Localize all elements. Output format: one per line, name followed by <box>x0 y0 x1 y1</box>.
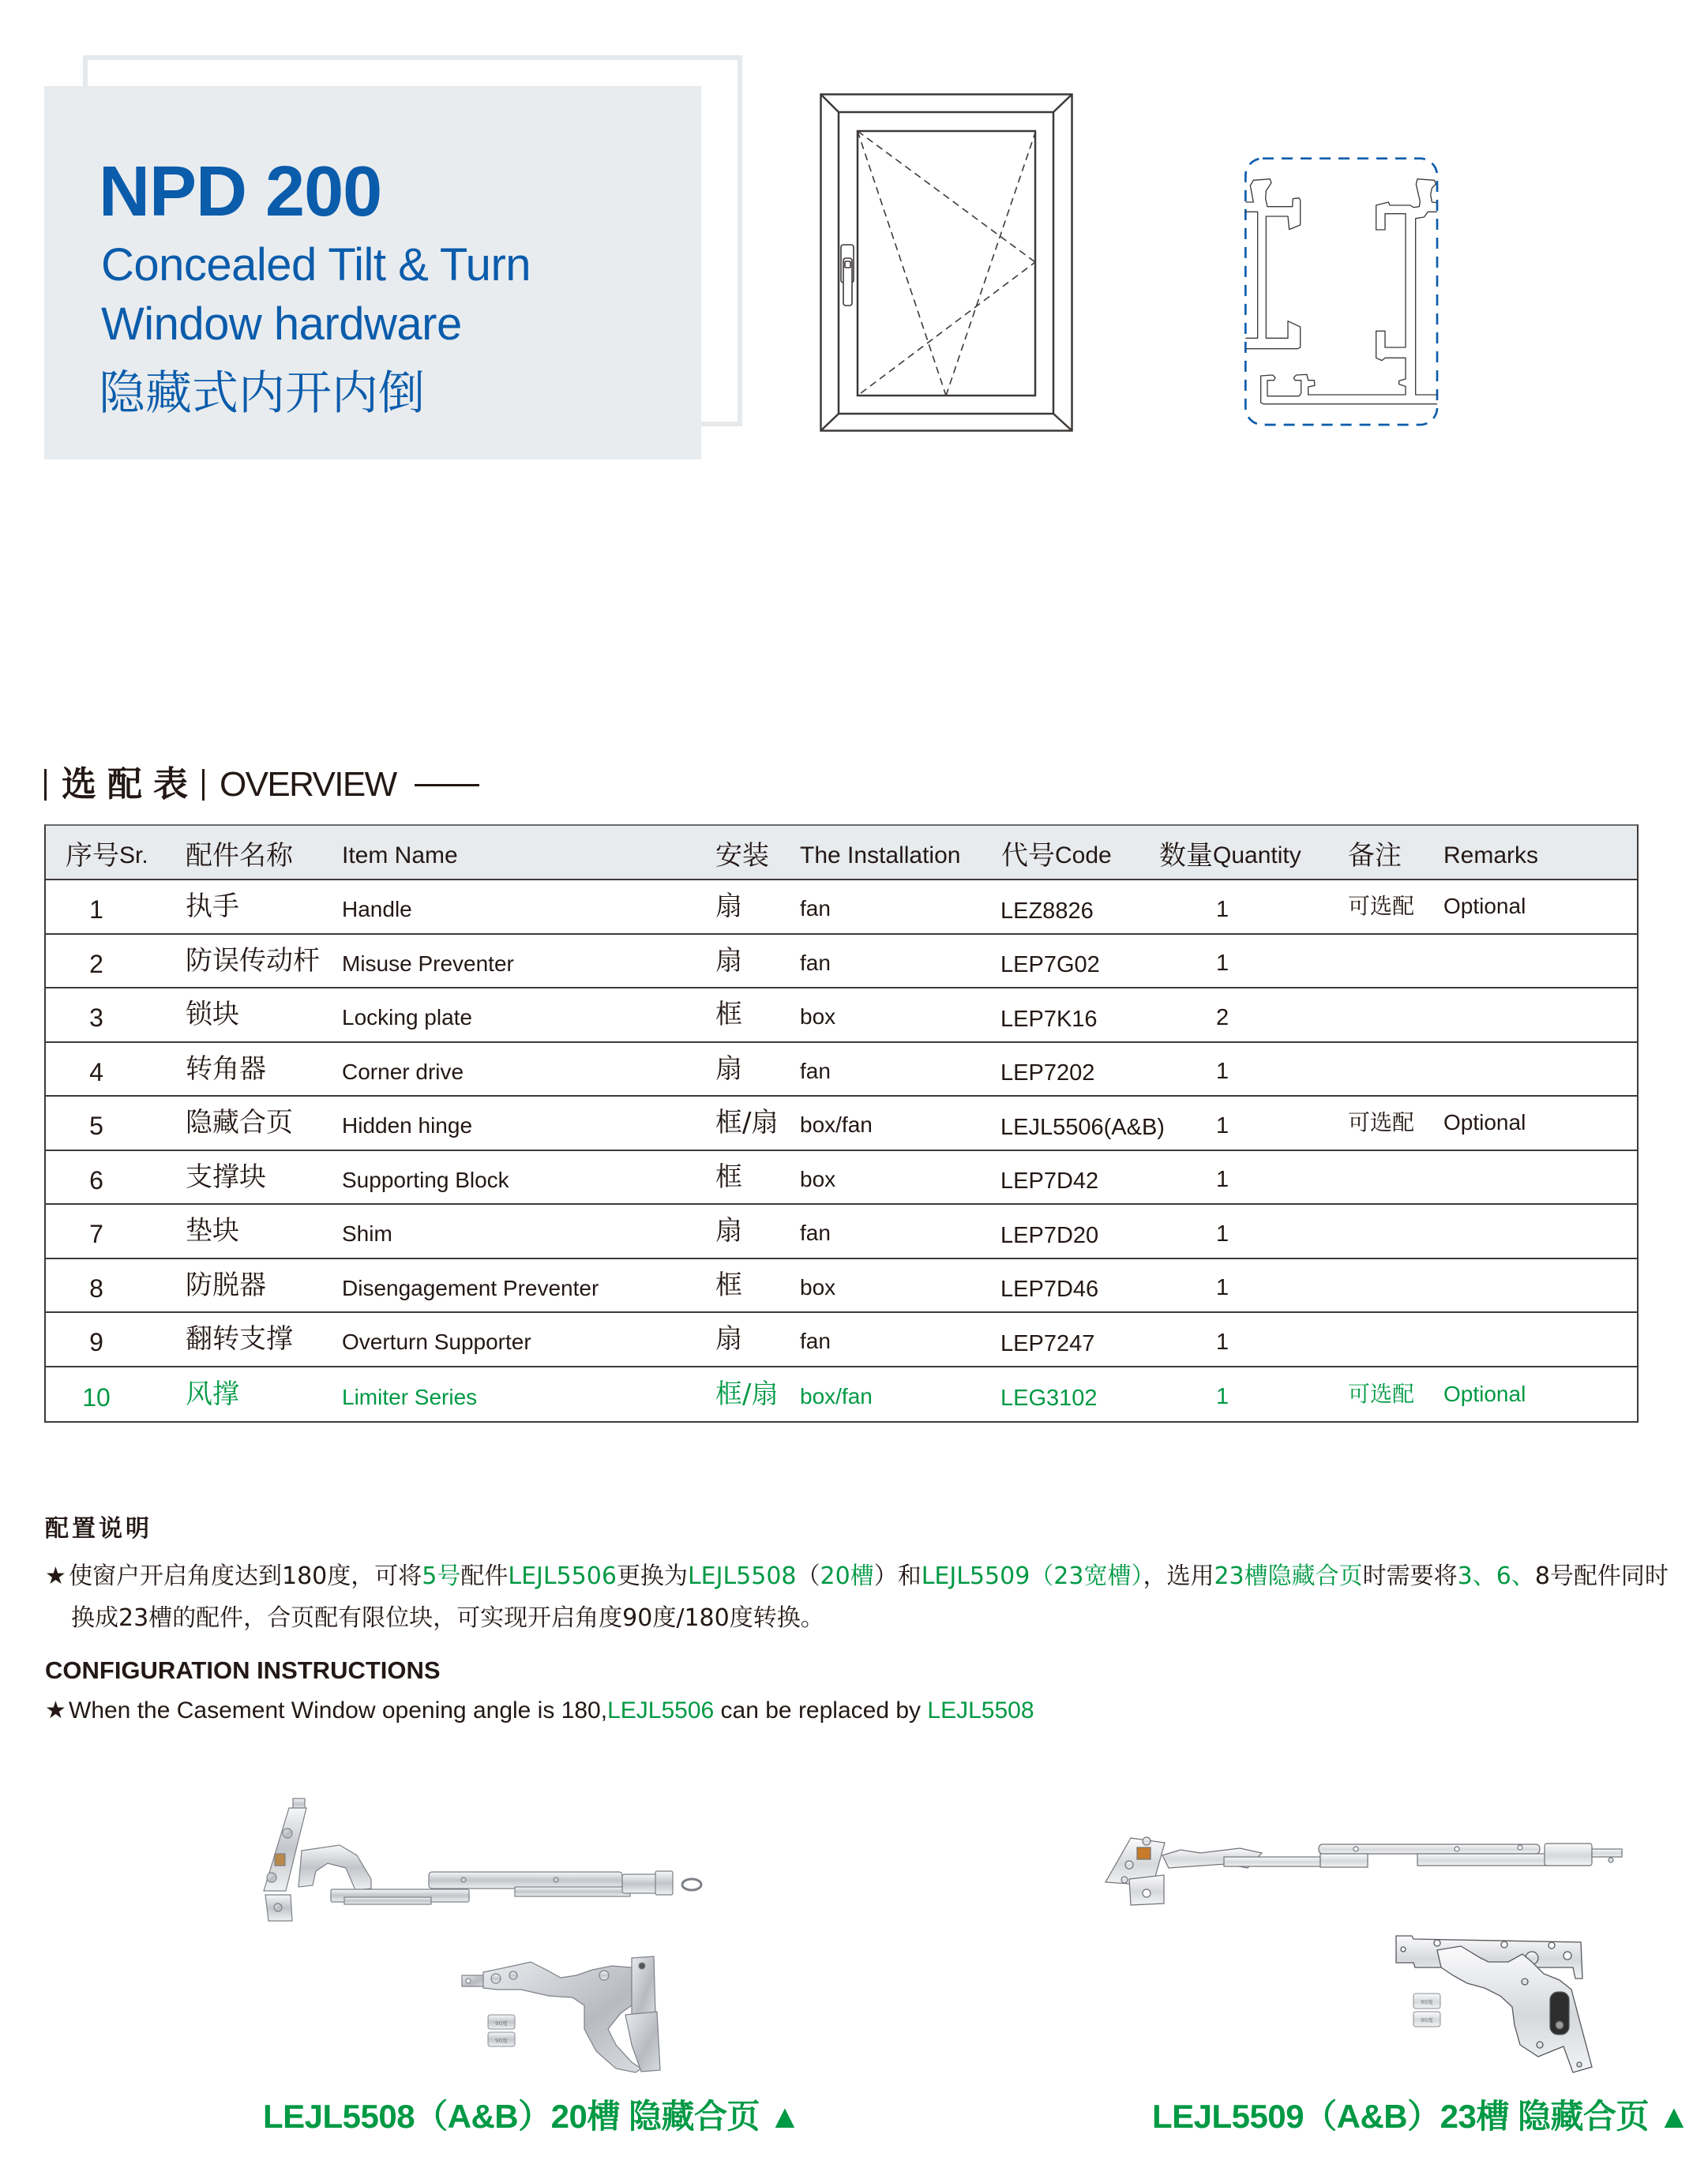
table-row <box>46 988 1637 1043</box>
item-name-cn: 锁块 <box>186 999 239 1031</box>
installation-en: fan <box>800 1221 831 1246</box>
remark-en: Optional <box>1443 894 1526 919</box>
highlighted-text: LEJL5508 <box>687 1562 797 1590</box>
item-code: LEP7D20 <box>1000 1222 1099 1248</box>
serial-number: 10 <box>82 1382 111 1412</box>
item-name-en: Overturn Supporter <box>342 1330 531 1355</box>
remark-cn: 可选配 <box>1348 1380 1415 1407</box>
overview-title-cn: 选配表 <box>62 764 199 805</box>
config-notes-title-en: CONFIGURATION INSTRUCTIONS <box>45 1656 441 1684</box>
installation-cn: 框 <box>715 1161 742 1193</box>
col-header-remarks-cn-text: 备注 <box>1348 839 1402 872</box>
limit-block-image <box>488 2015 515 2046</box>
product-model: NPD 200 <box>99 152 382 231</box>
installation-cn: 框/扇 <box>715 1107 779 1139</box>
note-text: ，选用 <box>1143 1562 1214 1590</box>
serial-number: 8 <box>89 1273 103 1303</box>
serial-number: 4 <box>89 1057 103 1086</box>
serial-number: 3 <box>89 1003 103 1033</box>
heading-divider-bar <box>202 769 205 801</box>
installation-en: fan <box>800 950 831 975</box>
table-row <box>46 880 1637 935</box>
opening-direction-lines <box>858 131 1035 396</box>
installation-en: box <box>800 1274 836 1300</box>
note-text: 时需要将 <box>1362 1562 1458 1590</box>
item-name-en: Supporting Block <box>342 1167 509 1192</box>
installation-cn: 扇 <box>715 944 742 977</box>
item-quantity: 1 <box>1216 1167 1229 1193</box>
config-note-cn-line1-text <box>69 1562 1669 1590</box>
frame-miter <box>1053 414 1072 431</box>
product-title-en-line2: Window hardware <box>101 298 462 350</box>
config-note-cn-line1 <box>45 1562 1669 1590</box>
table-row <box>46 935 1637 989</box>
installation-cn: 扇 <box>715 1215 742 1247</box>
item-name-cn: 转角器 <box>186 1052 266 1085</box>
heading-divider-bar <box>44 769 47 801</box>
item-name-cn: 防误传动杆 <box>186 944 320 977</box>
frame-miter <box>821 414 839 431</box>
window-elevation-diagram <box>820 93 1074 433</box>
highlighted-text: 20槽 <box>820 1562 874 1590</box>
limit-block-label: 90度 <box>1421 1999 1433 2005</box>
star-bullet-icon: ★ <box>45 1697 66 1724</box>
installation-en: box <box>800 1166 836 1191</box>
limit-block-label: 90度 <box>1421 2017 1433 2024</box>
note-text: 8号配件同时 <box>1534 1562 1669 1590</box>
item-quantity: 1 <box>1216 1059 1229 1085</box>
installation-cn: 框/扇 <box>715 1378 779 1410</box>
highlighted-text: 23槽隐藏合页 <box>1214 1562 1363 1590</box>
highlighted-text: LEJL5509（23宽槽） <box>921 1562 1143 1590</box>
col-header-install-en <box>800 826 960 879</box>
item-quantity: 1 <box>1216 951 1229 977</box>
installation-cn: 扇 <box>715 1052 742 1085</box>
installation-en: fan <box>800 1058 831 1083</box>
highlighted-text: LEJL5508 <box>927 1697 1034 1724</box>
hinge-arm-image <box>1106 1837 1622 1905</box>
limit-block-label: 90度 <box>495 2020 508 2027</box>
serial-number: 9 <box>89 1328 103 1357</box>
item-code: LEP7G02 <box>1000 952 1100 978</box>
table-row <box>46 1205 1637 1259</box>
note-text: 更换为 <box>616 1562 688 1590</box>
frame-miter <box>1053 95 1072 113</box>
serial-number: 7 <box>89 1220 103 1249</box>
item-code: LEP7D46 <box>1000 1277 1099 1303</box>
item-name-cn: 防脱器 <box>186 1269 266 1301</box>
col-header-quantity-en: Quantity <box>1213 842 1301 868</box>
profile-outline <box>1245 179 1437 404</box>
product-caption-lejl5508: LEJL5508（A&B）20槽 隐藏合页 ▲ <box>263 2098 801 2135</box>
installation-en: box/fan <box>800 1383 873 1408</box>
limit-block-image <box>1413 1994 1440 2027</box>
installation-en: fan <box>800 896 831 921</box>
col-header-code <box>1001 826 1112 879</box>
star-bullet-icon: ★ <box>45 1562 66 1590</box>
product-title-en-line1: Concealed Tilt & Turn <box>101 239 531 291</box>
item-name-cn: 执手 <box>186 891 239 923</box>
table-row <box>46 1043 1637 1097</box>
item-code: LEP7D42 <box>1000 1168 1099 1195</box>
highlighted-text: LEJL5506 <box>607 1697 715 1724</box>
col-header-name-en-text: Item Name <box>342 842 458 868</box>
overview-title-en: OVERVIEW <box>220 765 396 804</box>
col-header-name-cn <box>186 826 293 879</box>
col-header-install-cn <box>715 826 769 879</box>
config-note-en-line1 <box>45 1699 1034 1723</box>
item-code: LEJL5506(A&B) <box>1000 1114 1165 1140</box>
item-name-cn: 翻转支撑 <box>186 1323 293 1356</box>
remark-en: Optional <box>1443 1381 1526 1406</box>
col-header-remarks-en-text: Remarks <box>1443 842 1539 868</box>
table-row <box>46 1151 1637 1206</box>
table-row <box>46 1259 1637 1314</box>
highlighted-text: 5号 <box>422 1562 461 1590</box>
highlighted-text: 3、6、 <box>1457 1562 1535 1590</box>
serial-number: 1 <box>89 895 103 925</box>
installation-cn: 框 <box>715 999 742 1031</box>
serial-number: 6 <box>89 1165 103 1195</box>
note-text: （ <box>796 1562 820 1590</box>
product-image-lejl5508 <box>237 1769 726 2084</box>
installation-cn: 扇 <box>715 1323 742 1356</box>
table-row <box>46 1313 1637 1367</box>
item-name-en: Handle <box>342 897 412 922</box>
hinge-arm-image <box>264 1799 701 1921</box>
item-quantity: 1 <box>1216 1329 1229 1355</box>
config-note-cn-line2: 换成23槽的配件，合页配有限位块，可实现开启角度90度/180度转换。 <box>71 1604 824 1632</box>
item-name-cn: 垫块 <box>186 1215 239 1247</box>
col-header-code-cn: 代号 <box>1001 839 1055 872</box>
item-name-cn: 支撑块 <box>186 1161 266 1193</box>
serial-number: 2 <box>89 949 103 978</box>
remark-en: Optional <box>1443 1110 1526 1135</box>
hardware-groove-outline <box>1245 159 1437 425</box>
glass-pane <box>858 131 1035 396</box>
serial-number: 5 <box>89 1112 103 1141</box>
limit-block-label: 90度 <box>495 2038 508 2044</box>
item-name-en: Corner drive <box>342 1059 464 1084</box>
installation-en: box/fan <box>800 1112 873 1138</box>
installation-en: fan <box>800 1329 831 1354</box>
table-body <box>46 880 1637 1421</box>
remark-cn: 可选配 <box>1348 1109 1415 1136</box>
installation-cn: 扇 <box>715 891 742 923</box>
table-row <box>46 1367 1637 1422</box>
col-header-sr-cn: 序号 <box>66 839 119 872</box>
window-handle-icon <box>841 245 854 306</box>
installation-en: box <box>800 1004 836 1030</box>
note-text: 配件 <box>460 1562 509 1590</box>
col-header-remarks-en <box>1443 826 1538 879</box>
item-quantity: 1 <box>1216 1221 1229 1247</box>
remark-cn: 可选配 <box>1348 893 1415 920</box>
item-code: LEP7247 <box>1000 1330 1095 1356</box>
item-name-en: Disengagement Preventer <box>342 1275 599 1300</box>
col-header-name-cn-text: 配件名称 <box>186 839 293 872</box>
item-code: LEP7202 <box>1000 1060 1095 1086</box>
product-title-cn: 隐藏式内开内倒 <box>99 366 426 420</box>
table-row <box>46 1097 1637 1151</box>
note-text: When the Casement Window opening angle is 180, <box>69 1697 608 1724</box>
item-quantity: 1 <box>1216 1112 1229 1138</box>
table-header-row <box>46 826 1637 880</box>
note-text: ）和 <box>873 1562 922 1590</box>
col-header-sr-en: Sr. <box>119 842 148 868</box>
item-name-cn: 隐藏合页 <box>186 1107 293 1139</box>
col-header-name-en <box>342 826 458 879</box>
item-code: LEZ8826 <box>1000 898 1094 924</box>
note-text: can be replaced by <box>714 1697 928 1724</box>
installation-cn: 框 <box>715 1269 742 1301</box>
col-header-quantity-cn: 数量 <box>1159 839 1213 872</box>
heading-dash-line <box>415 784 479 786</box>
item-name-en: Misuse Preventer <box>342 951 514 976</box>
item-name-en: Limiter Series <box>342 1384 478 1409</box>
config-notes-title-cn: 配置说明 <box>45 1515 152 1543</box>
config-note-en-line1-text <box>69 1697 1034 1724</box>
item-quantity: 1 <box>1216 1384 1229 1410</box>
frame-miter <box>821 95 839 113</box>
item-quantity: 1 <box>1216 1275 1229 1301</box>
profile-section-diagram <box>1224 142 1461 434</box>
item-quantity: 2 <box>1216 1004 1229 1030</box>
item-code: LEG3102 <box>1000 1386 1098 1412</box>
col-header-sr <box>66 826 148 879</box>
col-header-install-cn-text: 安装 <box>715 839 769 872</box>
col-header-install-en-text: The Installation <box>800 842 961 868</box>
sash-frame <box>839 112 1053 414</box>
overview-heading <box>44 766 479 804</box>
product-caption-lejl5509: LEJL5509（A&B）23槽 隐藏合页 ▲ <box>1152 2098 1691 2135</box>
col-header-quantity <box>1159 826 1301 879</box>
item-code: LEP7K16 <box>1000 1006 1098 1032</box>
col-header-remarks-cn <box>1348 826 1402 879</box>
note-text: 使窗户开启角度达到180度，可将 <box>69 1562 422 1590</box>
highlighted-text: LEJL5506 <box>508 1562 617 1590</box>
overview-table <box>44 824 1639 1423</box>
item-name-en: Shim <box>342 1221 392 1247</box>
col-header-code-en: Code <box>1055 842 1112 868</box>
item-quantity: 1 <box>1216 896 1229 922</box>
item-name-en: Locking plate <box>342 1005 473 1030</box>
item-name-cn: 风撑 <box>186 1378 239 1410</box>
item-name-en: Hidden hinge <box>342 1113 473 1138</box>
product-image-lejl5509 <box>1090 1800 1642 2084</box>
